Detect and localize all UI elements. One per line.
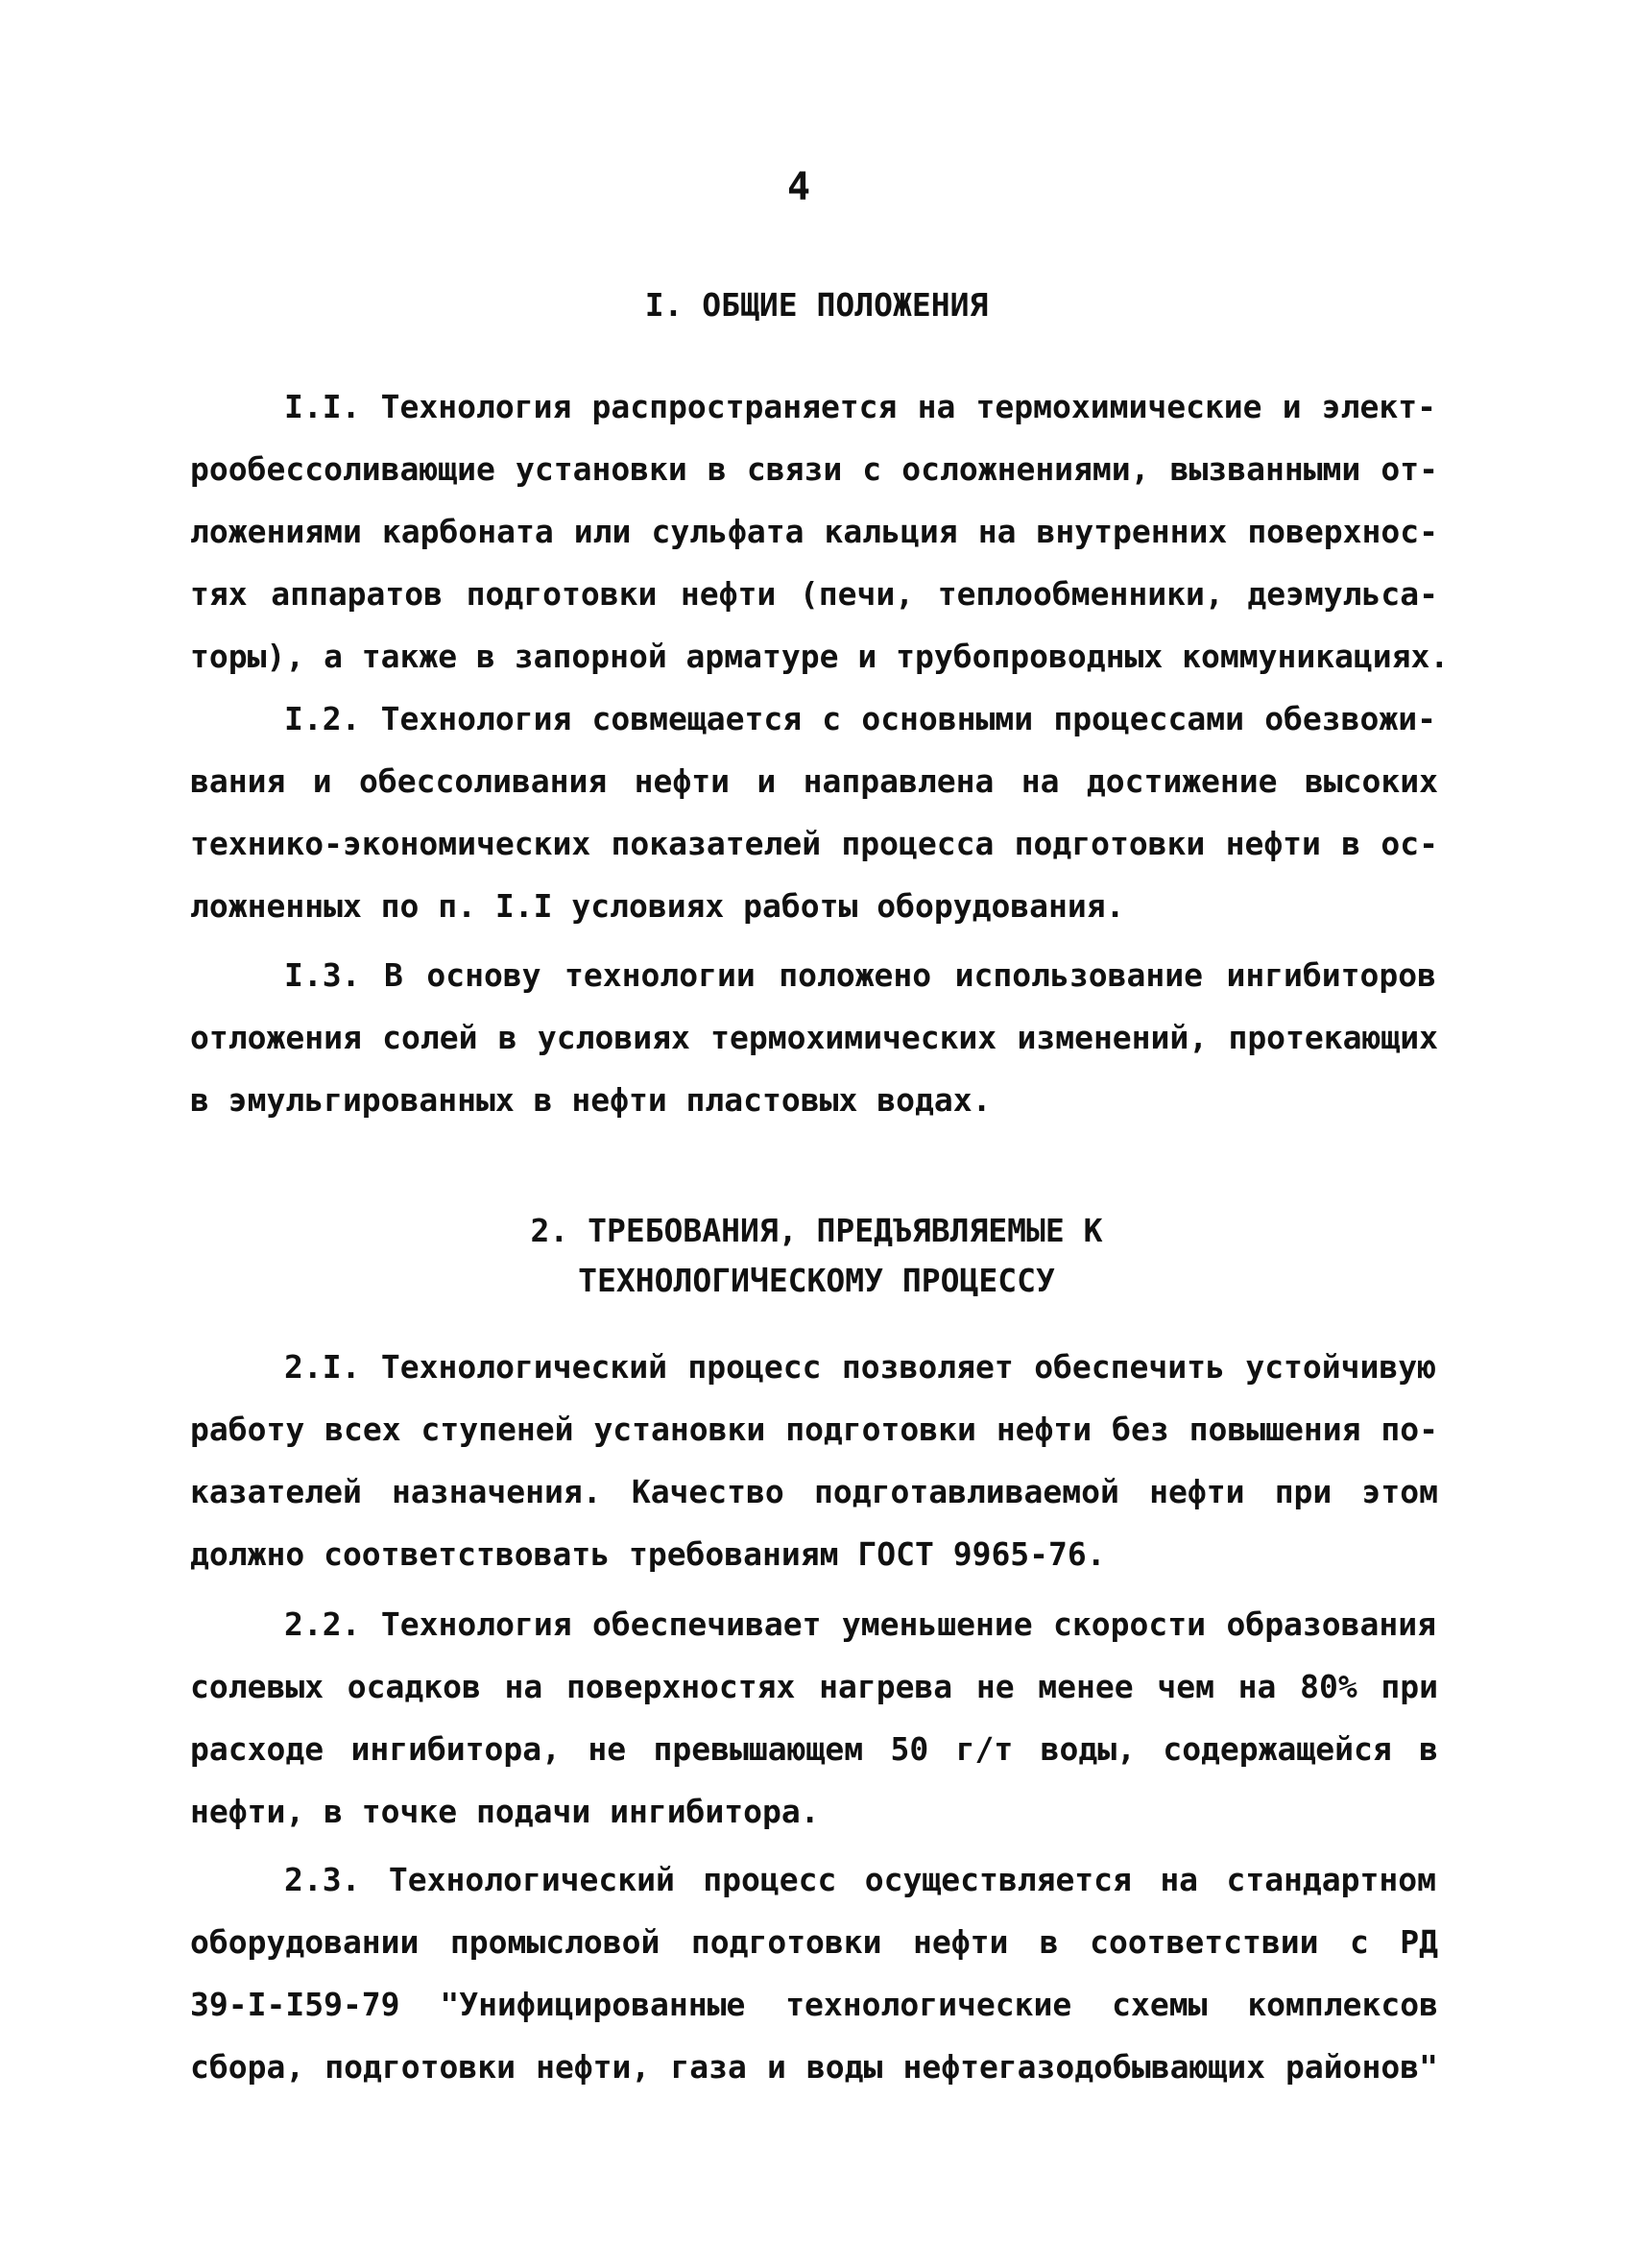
section-1-heading: I. ОБЩИЕ ПОЛОЖЕНИЯ <box>644 286 989 324</box>
paragraph-line: ложненных по п. I.I условиях работы оборудования. <box>190 887 1125 925</box>
paragraph-line: 39-I-I59-79 "Унифицированные технологические схемы комплексов <box>190 1986 1438 2023</box>
section-2-heading-line-2: ТЕХНОЛОГИЧЕСКОМУ ПРОЦЕССУ <box>578 1262 1055 1299</box>
paragraph-line: расходе ингибитора, не превышающем 50 г/т воды, содержащейся в <box>190 1730 1438 1768</box>
paragraph-line: 2.3. Технологический процесс осуществляется на стандартном <box>284 1861 1436 1898</box>
paragraph-line: I.3. В основу технологии положено использование ингибиторов <box>284 956 1436 994</box>
paragraph-line: тях аппаратов подготовки нефти (печи, теплообменники, деэмульса- <box>190 575 1438 613</box>
paragraph-line: вания и обессоливания нефти и направлена на достижение высоких <box>190 762 1438 800</box>
paragraph-line: в эмульгированных в нефти пластовых водах. <box>190 1081 992 1119</box>
paragraph-line: должно соответствовать требованиям ГОСТ 9965-76. <box>190 1535 1106 1573</box>
paragraph-line: торы), а также в запорной арматуре и трубопроводных коммуникациях. <box>190 638 1450 675</box>
paragraph-line: сбора, подготовки нефти, газа и воды нефтегазодобывающих районов" <box>190 2048 1438 2086</box>
paragraph-line: солевых осадков на поверхностях нагрева не менее чем на 80% при <box>190 1668 1438 1705</box>
paragraph-line: ложениями карбоната или сульфата кальция на внутренних поверхнос- <box>190 513 1438 550</box>
paragraph-line: казателей назначения. Качество подготавливаемой нефти при этом <box>190 1473 1438 1510</box>
section-2-heading-line-1: 2. ТРЕБОВАНИЯ, ПРЕДЪЯВЛЯЕМЫЕ К <box>530 1212 1103 1249</box>
paragraph-line: 2.2. Технология обеспечивает уменьшение скорости образования <box>284 1605 1436 1643</box>
paragraph-line: I.2. Технология совмещается с основными процессами обезвожи- <box>284 700 1436 737</box>
paragraph-line: 2.I. Технологический процесс позволяет обеспечить устойчивую <box>284 1348 1436 1386</box>
paragraph-line: технико-экономических показателей процесса подготовки нефти в ос- <box>190 825 1438 862</box>
paragraph-line: отложения солей в условиях термохимических изменений, протекающих <box>190 1019 1438 1056</box>
paragraph-line: I.I. Технология распространяется на термохимические и элект- <box>284 388 1436 425</box>
paragraph-line: оборудовании промысловой подготовки нефти в соответствии с РД <box>190 1923 1438 1961</box>
paragraph-line: работу всех ступеней установки подготовки нефти без повышения по- <box>190 1411 1438 1448</box>
page-number: 4 <box>787 165 811 209</box>
paragraph-line: рообессоливающие установки в связи с осложнениями, вызванными от- <box>190 450 1438 488</box>
paragraph-line: нефти, в точке подачи ингибитора. <box>190 1793 820 1830</box>
